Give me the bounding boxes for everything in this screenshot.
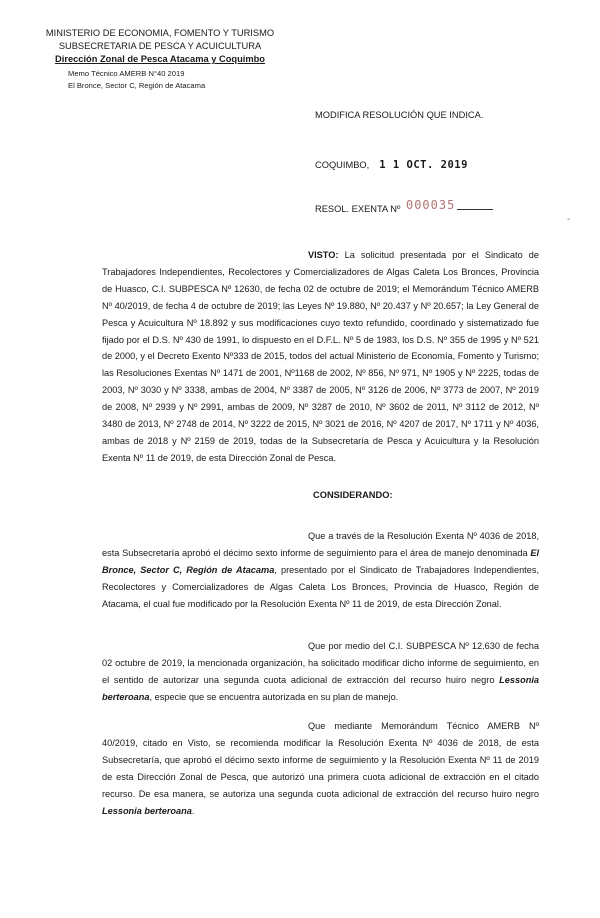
considerando-paragraph-3: [102, 718, 539, 819]
considerando-heading: CONSIDERANDO:: [313, 490, 393, 500]
visto-text: La solicitud presentada por el Sindicato de Trabajadores Independientes, Recolectores y Comercializadores de Algas Caleta Los Bronces, Provincia de Huasco, C.I. SUBPESCA Nº 12630, de fecha 02 de octubre de 2019; el Memorándum Técnico AMERB Nº 40/2019, de fecha 4 de octubre de 2019; las Leyes Nº 19.880, Nº 20.437 y Nº 20.657; la Ley General de Pesca y Acuicultura Nº 18.892 y sus modificaciones cuyo texto refundido, coordinado y sistematizado fue fijado por el D.S. Nº 430 de 1991, lo dispuesto en el D.F.L. Nº 5 de 1983, los D.S. Nº 355 de 1995 y Nº 521 de 2000, y el Decreto Exento Nº333 de 2015, todos del actual Ministerio de Economía, Fomento y Turismo; las Resoluciones Exentas Nº 1471 de 2001, Nº1168 de 2002, Nº 856, Nº 971, Nº 1905 y Nº 2225, todas de 2003, Nº 3030 y Nº 3338, ambas de 2004, Nº 3387 de 2005, Nº 3126 de 2006, Nº 3773 de 2007, Nº 2019 de 2008, Nº 2939 y Nº 2991, ambas de 2009, Nº 3287 de 2010, Nº 3602 de 2011, Nº 3112 de 2012, Nº 3480 de 2013, Nº 2748 de 2014, Nº 3222 de 2015, Nº 3021 de 2016, Nº 4207 de 2017, Nº 1711 y Nº 4036, ambas de 2018 y Nº 2159 de 2019, todas de la Subsecretaría de Pesca y Acuicultura y la Resolución Exenta Nº 11 de 2019, de esta Dirección Zonal de Pesca.: [102, 250, 539, 463]
considerando-paragraph-2: [102, 638, 539, 706]
considerando-paragraph-1: [102, 528, 539, 613]
resolution-label: RESOL. EXENTA Nº: [315, 204, 401, 214]
date-stamp: 1 1 OCT. 2019: [379, 159, 468, 171]
ministry-name: MINISTERIO DE ECONOMIA, FOMENTO Y TURISMO: [45, 28, 275, 38]
p3-text-start: Que mediante Memorándum Técnico AMERB Nº 40/2019, citado en Visto, se recomienda modificar la Resolución Exenta Nº 4036 de 2018, de esta Subsecretaría, que aprobó el décimo sexto informe de seguimiento y la Resolución Exenta Nº 11 de 2019 de esta Dirección Zonal de Pesca, que autorizó una primera cuota adicional de extracción en el citado recurso. De esa manera, se autoriza una segunda cuota adicional de extracción del recurso huiro negro: [102, 721, 539, 799]
place-date-line: [315, 159, 468, 171]
area-reference: El Bronce, Sector C, Región de Atacama: [68, 81, 206, 90]
resolution-number: 000035: [405, 198, 456, 212]
signature-underline: [457, 209, 493, 210]
visto-label: VISTO:: [308, 250, 339, 260]
area-name-emphasis: El Bronce, Sector C, Región de Atacama: [102, 547, 539, 575]
p2-text-end: , especie que se encuentra autorizada en su plan de manejo.: [149, 691, 399, 702]
p2-text-start: Que por medio del C.I. SUBPESCA Nº 12.630 de fecha 02 octubre de 2019, la mencionada organización, ha solicitado modificar dicho informe de seguimiento, en el sentido de autorizar una segunda cuota adicional de extracción del recurso huiro negro: [102, 641, 539, 685]
resolution-number-line: [315, 198, 493, 215]
p3-text-end: .: [191, 805, 195, 816]
visto-paragraph: [102, 247, 539, 467]
direccion-zonal-name: Dirección Zonal de Pesca Atacama y Coquimbo: [55, 54, 265, 64]
p1-text-end: , presentado por el Sindicato de Trabajadores Independientes, Recolectores y Comercializadores de Algas Caleta Los Bronces, Provincia de Huasco, Región de Atacama, el cual fue modificado por la Resolución Exenta Nº 11 de 2019, de esta Dirección Zonal.: [102, 564, 539, 609]
species-name-emphasis: Lessonia berteroana: [102, 674, 539, 702]
species-name-emphasis: Lessonia berteroana: [102, 805, 192, 816]
subsecretaria-name: SUBSECRETARIA DE PESCA Y ACUICULTURA: [58, 41, 262, 51]
memo-reference: Memo Técnico AMERB N°40 2019: [68, 69, 185, 78]
p1-text-start: Que a través de la Resolución Exenta Nº 4036 de 2018, esta Subsecretaría aprobó el décimo sexto informe de seguimiento para el área de manejo denominada: [102, 531, 539, 558]
place-label: COQUIMBO,: [315, 160, 370, 170]
margin-mark: -: [567, 214, 571, 225]
document-subject: MODIFICA RESOLUCIÓN QUE INDICA.: [315, 110, 484, 120]
